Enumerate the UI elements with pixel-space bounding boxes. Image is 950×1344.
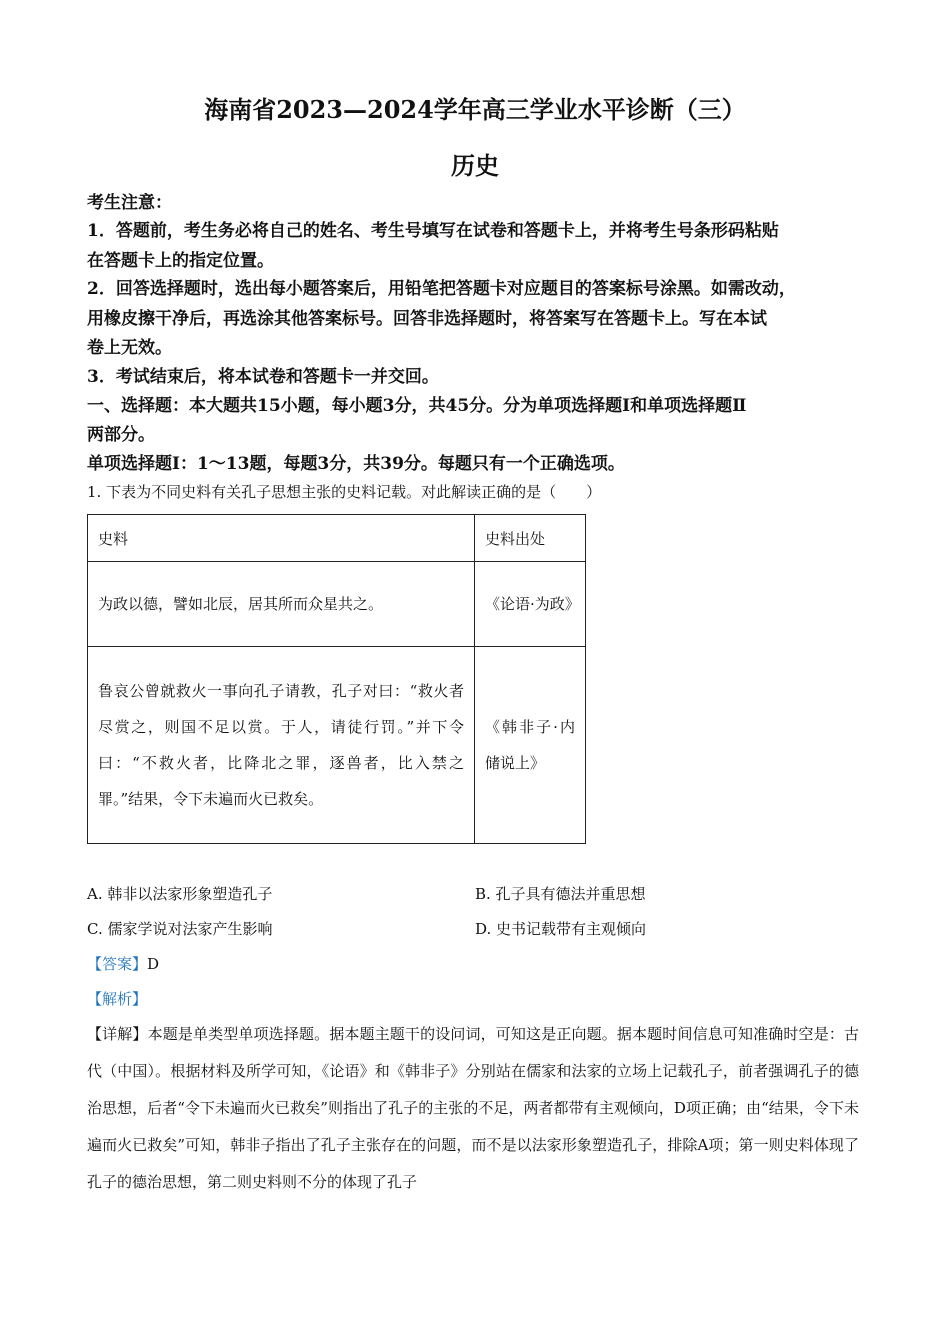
answer-line — [87, 953, 159, 974]
notice-line: 用橡皮擦干净后，再选涂其他答案标号。回答非选择题时，将答案写在答题卡上。写在本试 — [87, 309, 767, 329]
option-d: D. 史书记载带有主观倾向 — [475, 920, 647, 938]
detail-paragraph — [87, 1016, 859, 1201]
option-c: C. 儒家学说对法家产生影响 — [87, 920, 273, 938]
option-a: A. 韩非以法家形象塑造孔子 — [87, 885, 273, 903]
notice-line: 卷上无效。 — [87, 338, 172, 358]
table-header-cell: 史料 — [88, 515, 475, 562]
analysis-tag: 【解析】 — [87, 990, 148, 1008]
subsection-heading: 单项选择题Ⅰ：1～13题，每题3分，共39分。每题只有一个正确选项。 — [87, 454, 625, 474]
table-row — [88, 647, 586, 844]
notice-line: 1．答题前，考生务必将自己的姓名、考生号填写在试卷和答题卡上，并将考生号条形码粘贴 — [87, 221, 779, 241]
question-stem: 1. 下表为不同史料有关孔子思想主张的史料记载。对此解读正确的是（ ） — [87, 483, 602, 501]
notice-line: 3．考试结束后，将本试卷和答题卡一并交回。 — [87, 367, 439, 387]
table-cell-source: 《论语·为政》 — [475, 562, 586, 647]
table-cell-source: 《韩非子·内储说上》 — [475, 647, 586, 844]
table-header-row — [88, 515, 586, 562]
table-row — [88, 562, 586, 647]
section-heading: 一、选择题：本大题共15小题，每小题3分，共45分。分为单项选择题Ⅰ和单项选择题Ⅱ — [87, 396, 747, 416]
section-heading-cont: 两部分。 — [87, 425, 155, 445]
table-cell-text: 鲁哀公曾就救火一事向孔子请教，孔子对曰：“救火者尽赏之，则国不足以赏。于人，请徒行罚。”并下令曰：“不救火者，比降北之罪，逐兽者，比入禁之罪。”结果，令下未遍而火已救矣。 — [88, 647, 475, 844]
subject-title: 历史 — [451, 151, 499, 180]
notice-line: 在答题卡上的指定位置。 — [87, 251, 274, 271]
option-b: B. 孔子具有德法并重思想 — [475, 885, 646, 903]
answer-tag: 【答案】 — [87, 955, 148, 973]
notice-line: 2．回答选择题时，选出每小题答案后，用铅笔把答题卡对应题目的答案标号涂黑。如需改动， — [87, 279, 796, 299]
answer-value: D — [147, 955, 160, 973]
exam-title: 海南省2023—2024学年高三学业水平诊断（三） — [204, 95, 746, 124]
table-header-cell: 史料出处 — [475, 515, 586, 562]
table-cell-text: 为政以德，譬如北辰，居其所而众星共之。 — [88, 562, 475, 647]
notice-heading: 考生注意： — [87, 193, 172, 213]
detail-tag: 【详解】 — [87, 1025, 148, 1043]
source-table — [87, 514, 586, 844]
detail-text: 本题是单类型单项选择题。据本题主题干的设问词，可知这是正向题。据本题时间信息可知准确时空是：古代（中国）。根据材料及所学可知，《论语》和《韩非子》分别站在儒家和法家的立场上记载孔子，前者强调孔子的德治思想，后者“令下未遍而火已救矣”则指出了孔子的主张的不足，两者都带有主观倾向，D项正确；由“结果，令下未遍而火已救矣”可知，韩非子指出了孔子主张存在的问题，而不是以法家形象塑造孔子，排除A项；第一则史料体现了孔子的德治思想，第二则史料则不分的体现了孔子 — [87, 1025, 859, 1191]
